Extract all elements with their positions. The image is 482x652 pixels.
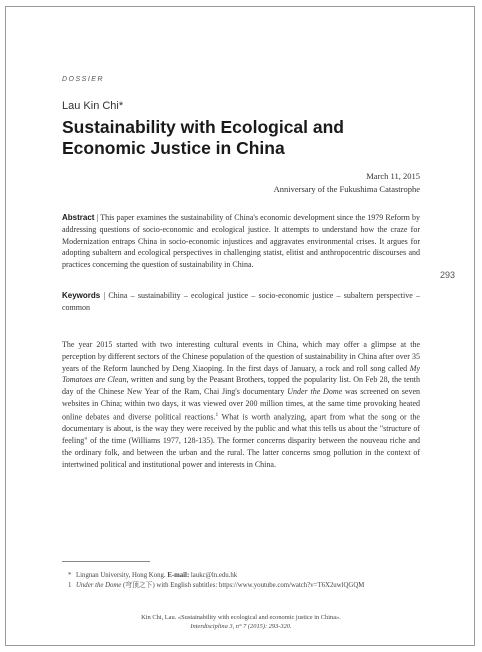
title-line-1: Sustainability with Ecological and xyxy=(62,117,344,137)
article-title xyxy=(62,117,442,159)
dateline-date: March 11, 2015 xyxy=(366,171,420,181)
abstract xyxy=(62,212,420,271)
song-title: My Tomatoes are Clean xyxy=(62,363,420,385)
body-text-4: What is worth analyzing, apart from what the song or the documentary is about, is the way they were received by the public and what this tells us about the "structure of feeling" of the time (Williams 1977, 128-135). The former concerns disparity between the nouveau riche and the ordinary folk, and between the urban and the rural. The latter concerns smog pollution in the context of intertwined political and institutional power and interests in China. xyxy=(62,412,420,469)
citation-line-1: Kin Chi, Lau. «Sustainability with ecological and economic justice in China». xyxy=(141,614,341,621)
body-paragraph xyxy=(62,339,420,470)
footnote-1-email[interactable]: laukc@ln.edu.hk xyxy=(189,572,238,579)
keywords-label: Keywords xyxy=(62,291,101,300)
footnote-2 xyxy=(68,581,418,591)
footnote-1-email-label: E-mail: xyxy=(167,572,190,579)
abstract-separator: | xyxy=(94,213,101,222)
footnotes xyxy=(68,571,418,590)
footnote-1-marker: * xyxy=(68,572,72,579)
body-text-3: was screened on seven websites in China; within two days, it was viewed over 200 million times, at the same time provoking heated online debates and diverse political reactions. xyxy=(62,387,420,422)
keywords xyxy=(62,290,420,314)
dateline-occasion: Anniversary of the Fukushima Catastrophe xyxy=(273,184,420,194)
footnote-1-text: Lingnan University, Hong Kong. xyxy=(76,572,168,579)
footnote-2-marker: 1 xyxy=(68,581,72,589)
footnote-2-text[interactable]: (穹顶之下) with English subtitles: https://www.youtube.com/watch?v=T6X2uwlQGQM xyxy=(121,581,365,589)
body-text-2: , written and sung by the Peasant Brothers, topped the popularity list. On Feb 28, the tenth day of the Chinese New Year of the Ram, Chai Jing's documentary xyxy=(62,375,421,397)
abstract-label: Abstract xyxy=(62,213,95,222)
dateline xyxy=(274,170,420,196)
abstract-text: This paper examines the sustainability of China's economic development since the 1979 Reform by addressing questions of socio-economic and ecological justice. It attempts to understand how the craze for Modernization entraps China in socio-economic injustices and aggravates environmental crises. It argues for adopting subaltern and ecological perspectives in challenging statist, elitist and anthropocentric discourses and practices concerning the question of sustainability in China. xyxy=(62,213,420,270)
footnote-2-title: Under the Dome xyxy=(76,581,122,589)
author-name: Lau Kin Chi* xyxy=(62,100,124,112)
keywords-text: China – sustainability – ecological justice – socio-economic justice – subaltern perspective – common xyxy=(62,291,421,312)
footnote-1 xyxy=(68,571,418,581)
body-text-1: The year 2015 started with two interesting cultural events in China, which may offer a glimpse at the perception by different sectors of the Chinese population of the question of sustainability in China after over 35 years of the Reform launched by Deng Xiaoping. In the first days of January, a rock and roll song called xyxy=(62,340,420,373)
citation xyxy=(62,613,420,631)
title-line-2: Economic Justice in China xyxy=(62,138,285,158)
footnote-ref-1[interactable]: 1 xyxy=(215,411,219,418)
section-label: DOSSIER xyxy=(62,76,105,83)
page-number: 293 xyxy=(440,270,456,280)
footnote-divider xyxy=(62,561,150,562)
citation-line-2: Interdisciplina 3, n° 7 (2015): 293-320. xyxy=(190,623,292,630)
documentary-title: Under the Dome xyxy=(287,387,343,397)
keywords-separator: | xyxy=(100,291,109,300)
